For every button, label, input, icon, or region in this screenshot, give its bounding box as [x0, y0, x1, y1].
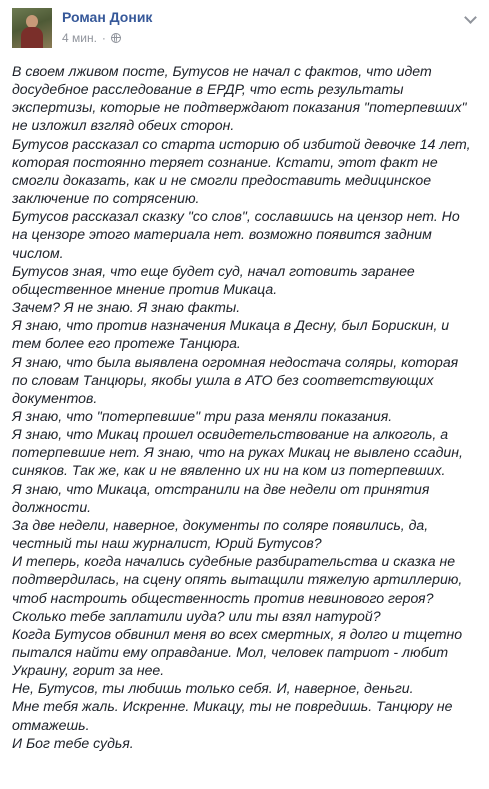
post-text-line: Бутусов рассказал со старта историю об избитой девочке 14 лет,	[12, 135, 471, 152]
post-text-line: синяков. Так же, как и не вявленно их ни на ком из потерпевших.	[12, 462, 446, 479]
post-text-line: которая постоянно теряет сознание. Кстати, этот факт не	[12, 153, 438, 170]
post-meta	[62, 31, 121, 45]
post-body	[12, 62, 480, 752]
post-text-line: Я знаю, что против назначения Микаца в Десну, был Борискин, и	[12, 317, 450, 334]
post-text-line: Я знаю, что была выявлена огромная недостача соляры, которая	[12, 353, 459, 370]
post-text-line: чтоб настроить общественность против невинового героя?	[12, 589, 434, 606]
post-text-line: Когда Бутусов обвинил меня во всех смертных, я долго и тщетно	[12, 625, 463, 642]
post-text-line: отмажешь.	[12, 716, 90, 733]
avatar-body	[21, 27, 43, 48]
post-text-line: Бутусов зная, что еще будет суд, начал готовить заранее	[12, 262, 415, 279]
avatar[interactable]	[12, 8, 52, 48]
post-text-line: тем более его протеже Танцюра.	[12, 335, 241, 352]
post-text-line: Я знаю, что Микац прошел освидетельствование на алкоголь, а	[12, 426, 449, 443]
post-text-line: Мне тебя жаль. Искренне. Микацу, ты не повредишь. Танцюру не	[12, 698, 453, 715]
post-text-line: общественное мнение против Микаца.	[12, 280, 278, 297]
post-text-line: должности.	[12, 498, 92, 515]
post-text-line: на цензоре этого материала нет. возможно появится задним	[12, 226, 432, 243]
post-text-line: по словам Танцюры, якобы ушла в АТО без соответствующих	[12, 371, 434, 388]
post-text-line: Я знаю, что Микаца, отстранили на две недели от принятия	[12, 480, 430, 497]
post-text-line: потерпевшие нет. Я знаю, что на руках Микац не вывлено ссадин,	[12, 444, 463, 461]
post-text-line: Зачем? Я не знаю. Я знаю факты.	[12, 299, 241, 316]
post-text-line: За две недели, наверное, документы по соляре появились, да,	[12, 516, 429, 533]
meta-separator: ·	[101, 31, 106, 45]
post-text-line: числом.	[12, 244, 64, 261]
globe-icon[interactable]	[111, 33, 121, 43]
post-text-line: Не, Бутусов, ты любишь только себя. И, наверное, деньги.	[12, 680, 414, 697]
post-text-line: заключение по сотрясению.	[12, 190, 200, 207]
chevron-down-icon[interactable]	[463, 12, 477, 26]
post-text-line: смогли доказать, как и не смогли предоставить медицинское	[12, 171, 432, 188]
post-text-line: Сколько тебе заплатили иуда? или ты взял натурой?	[12, 607, 381, 624]
post-text-line: И Бог тебе судья.	[12, 734, 134, 751]
post-text-line: документов.	[12, 389, 98, 406]
post-text-line: Бутусов рассказал сказку "со слов", сославшись на цензор нет. Но	[12, 208, 460, 225]
post-text-line: пытался найти ему оправдание. Мол, человек патриот - любит	[12, 644, 449, 660]
post-text-line: И теперь, когда начались судебные разбирательства и сказка не	[12, 553, 456, 570]
post-header	[0, 0, 489, 56]
author-name[interactable]: Роман Доник	[62, 9, 153, 25]
post-text-line: Украину, горит за нее.	[12, 662, 165, 679]
post-text-line: честный ты наш журналист, Юрий Бутусов?	[12, 535, 322, 552]
post-timestamp[interactable]: 4 мин.	[62, 31, 97, 45]
post-text-line: В своем лживом посте, Бутусов не начал с фактов, что идет	[12, 63, 432, 79]
post-text-line: досудебное расследование в ЕРДР, что есть результаты	[12, 81, 404, 98]
post-text-line: Я знаю, что "потерпевшие" три раза меняли показания.	[12, 407, 393, 424]
post-text-line: не изложил взгляд обеих сторон.	[12, 117, 235, 134]
post-text-line: экспертизы, которые не подтверждают показания "потерпевших"	[12, 99, 467, 116]
post-text-line: подтвердилась, на сцену опять вытащили тяжелую артиллерию,	[12, 571, 463, 588]
